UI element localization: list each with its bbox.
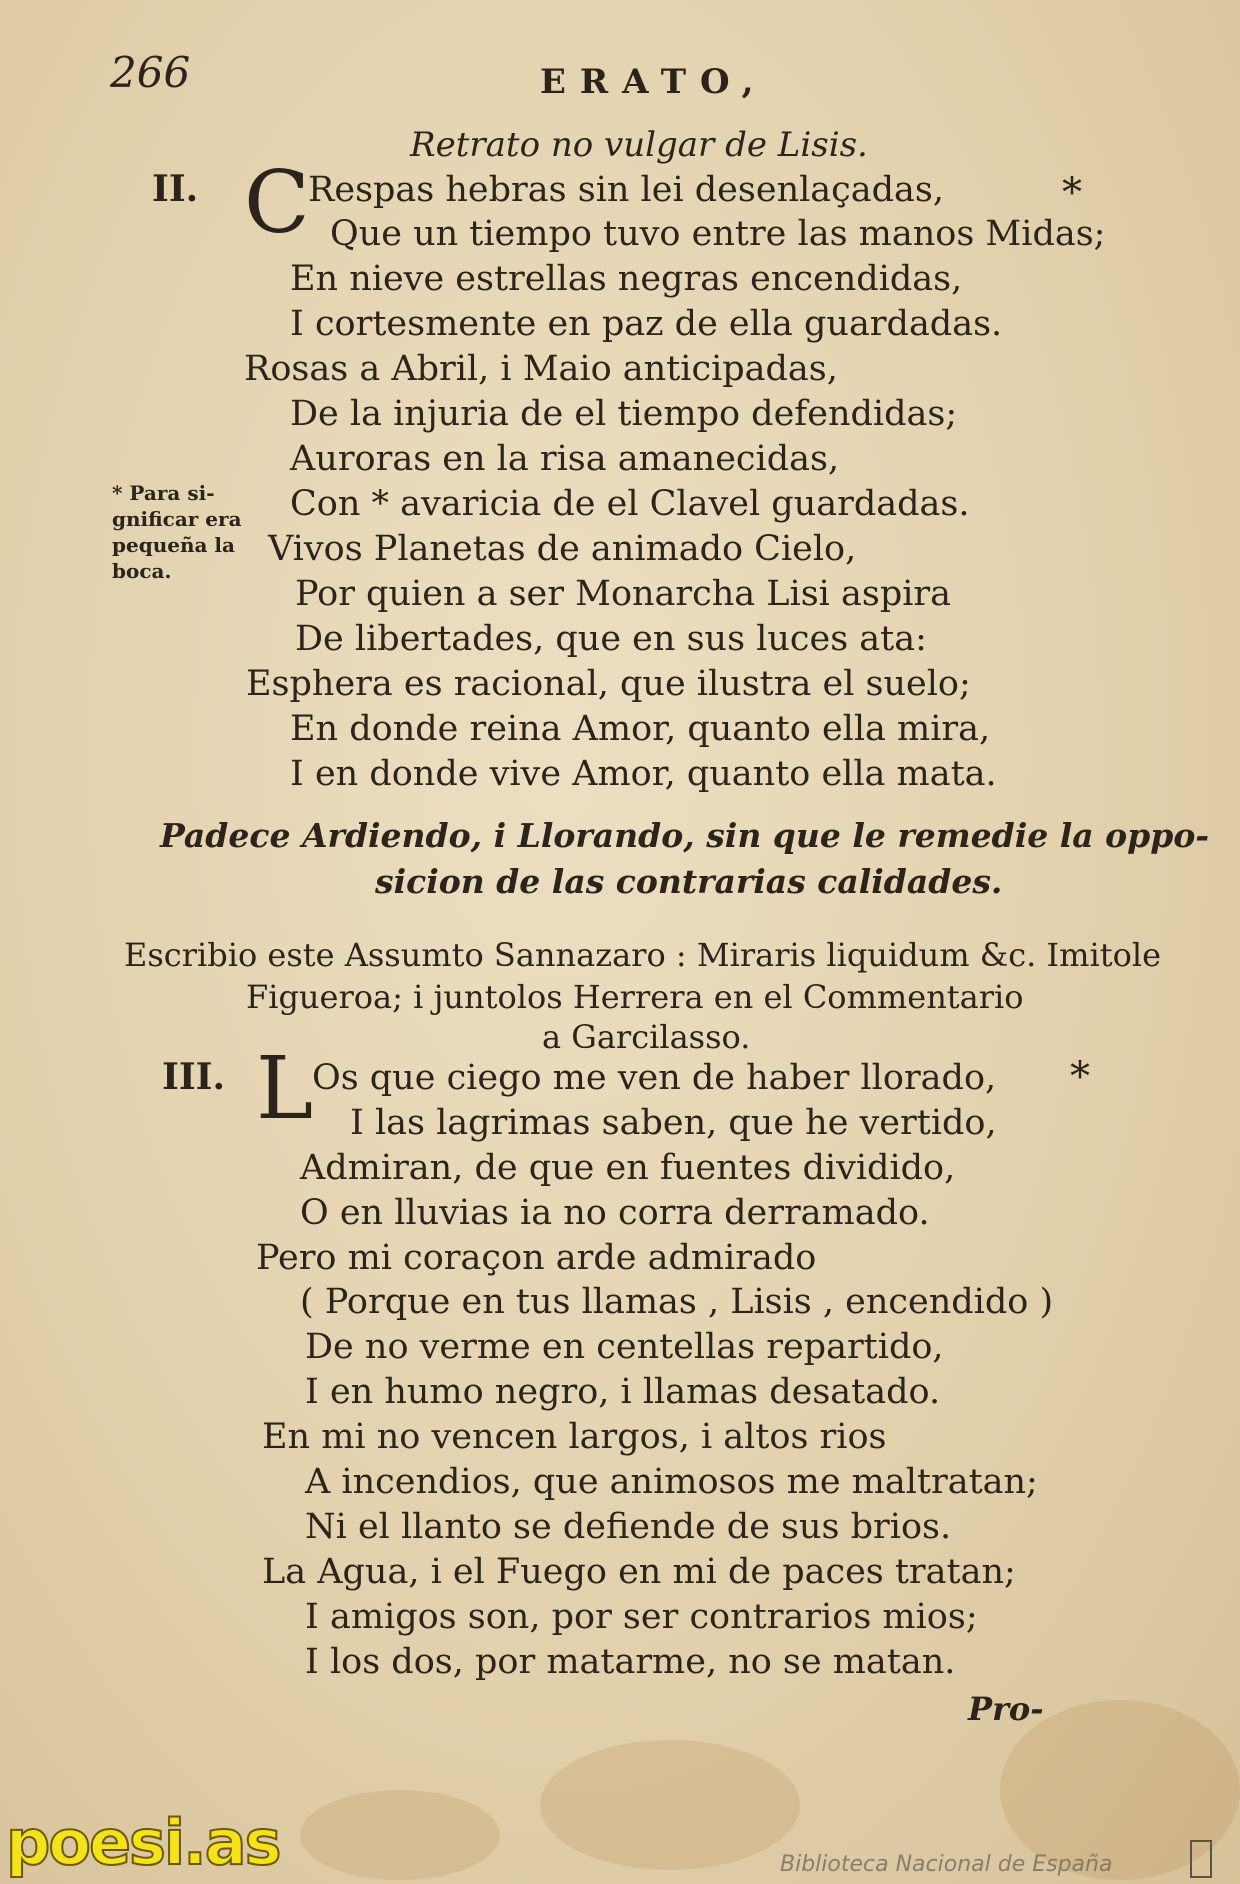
sonnet-title: Padece Ardiendo, i Llorando, sin que le remedie la oppo- [160, 816, 1210, 855]
verse-line: Esphera es racional, que ilustra el suelo; [246, 664, 971, 704]
margin-asterisk: * [1070, 1054, 1090, 1100]
verse-line: De la injuria de el tiempo defendidas; [290, 394, 958, 434]
verse-line: ( Porque en tus llamas , Lisis , encendido ) [300, 1282, 1054, 1322]
verse-line: Vivos Planetas de animado Cielo, [268, 529, 857, 569]
verse-line: Rosas a Abril, i Maio anticipadas, [244, 349, 838, 389]
catchword: Pro- [968, 1690, 1044, 1728]
verse-line: Que un tiempo tuvo entre las manos Midas; [330, 214, 1106, 254]
site-logo[interactable]: poesi.as [6, 1806, 280, 1879]
verse-line: Auroras en la risa amanecidas, [290, 439, 840, 479]
page-number: 266 [110, 48, 191, 97]
intro-text: a Garcilasso. [542, 1018, 751, 1056]
verse-line: I las lagrimas saben, que he vertido, [350, 1103, 997, 1143]
sonnet-numeral: II. [152, 168, 199, 210]
verse-line: Respas hebras sin lei desenlaçadas, [308, 170, 944, 210]
verse-line: Admiran, de que en fuentes dividido, [300, 1148, 956, 1188]
verse-line: I en donde vive Amor, quanto ella mata. [290, 754, 997, 794]
verse-line: Por quien a ser Monarcha Lisi aspira [295, 574, 952, 614]
verse-line: En mi no vencen largos, i altos rios [262, 1417, 887, 1457]
library-watermark: Biblioteca Nacional de España [780, 1852, 1113, 1877]
verse-line: I los dos, por matarme, no se matan. [305, 1642, 956, 1682]
drop-cap: L [256, 1039, 314, 1139]
intro-text: Figueroa; i juntolos Herrera en el Commentario [246, 978, 1024, 1016]
marginal-note: boca. [112, 559, 172, 583]
verse-line: A incendios, que animosos me maltratan; [305, 1462, 1038, 1502]
verse-line: En nieve estrellas negras encendidas, [290, 259, 963, 299]
verse-line: I cortesmente en paz de ella guardadas. [290, 304, 1003, 344]
verse-line: Pero mi coraçon arde admirado [256, 1238, 817, 1278]
verse-line: Ni el llanto se defiende de sus brios. [305, 1507, 952, 1547]
marginal-note: * Para si- [112, 481, 215, 505]
verse-line: Con * avaricia de el Clavel guardadas. [290, 484, 970, 524]
sonnet-title: sicion de las contrarias calidades. [375, 862, 1003, 901]
verse-line: Os que ciego me ven de haber llorado, [312, 1058, 997, 1098]
marginal-note: gnificar era [112, 507, 242, 531]
verse-line: I amigos son, por ser contrarios mios; [305, 1597, 978, 1637]
foxing-stain [300, 1790, 500, 1880]
sonnet-numeral: III. [162, 1056, 226, 1098]
verse-line: O en lluvias ia no corra derramado. [300, 1193, 930, 1233]
intro-text: Escribio este Assumto Sannazaro : Miraris liquidum &c. Imitole [124, 936, 1162, 974]
margin-asterisk: * [1062, 170, 1082, 216]
running-head: ERATO, [540, 62, 768, 102]
drop-cap: C [244, 153, 310, 253]
marginal-note: pequeña la [112, 533, 235, 557]
verse-line: En donde reina Amor, quanto ella mira, [290, 709, 991, 749]
verse-line: La Agua, i el Fuego en mi de paces tratan; [262, 1552, 1016, 1592]
sonnet-title: Retrato no vulgar de Lisis. [410, 125, 868, 165]
verse-line: De libertades, que en sus luces ata: [295, 619, 927, 659]
foxing-stain [540, 1740, 800, 1870]
library-seal-icon [1190, 1840, 1212, 1878]
verse-line: I en humo negro, i llamas desatado. [305, 1372, 941, 1412]
verse-line: De no verme en centellas repartido, [305, 1327, 944, 1367]
